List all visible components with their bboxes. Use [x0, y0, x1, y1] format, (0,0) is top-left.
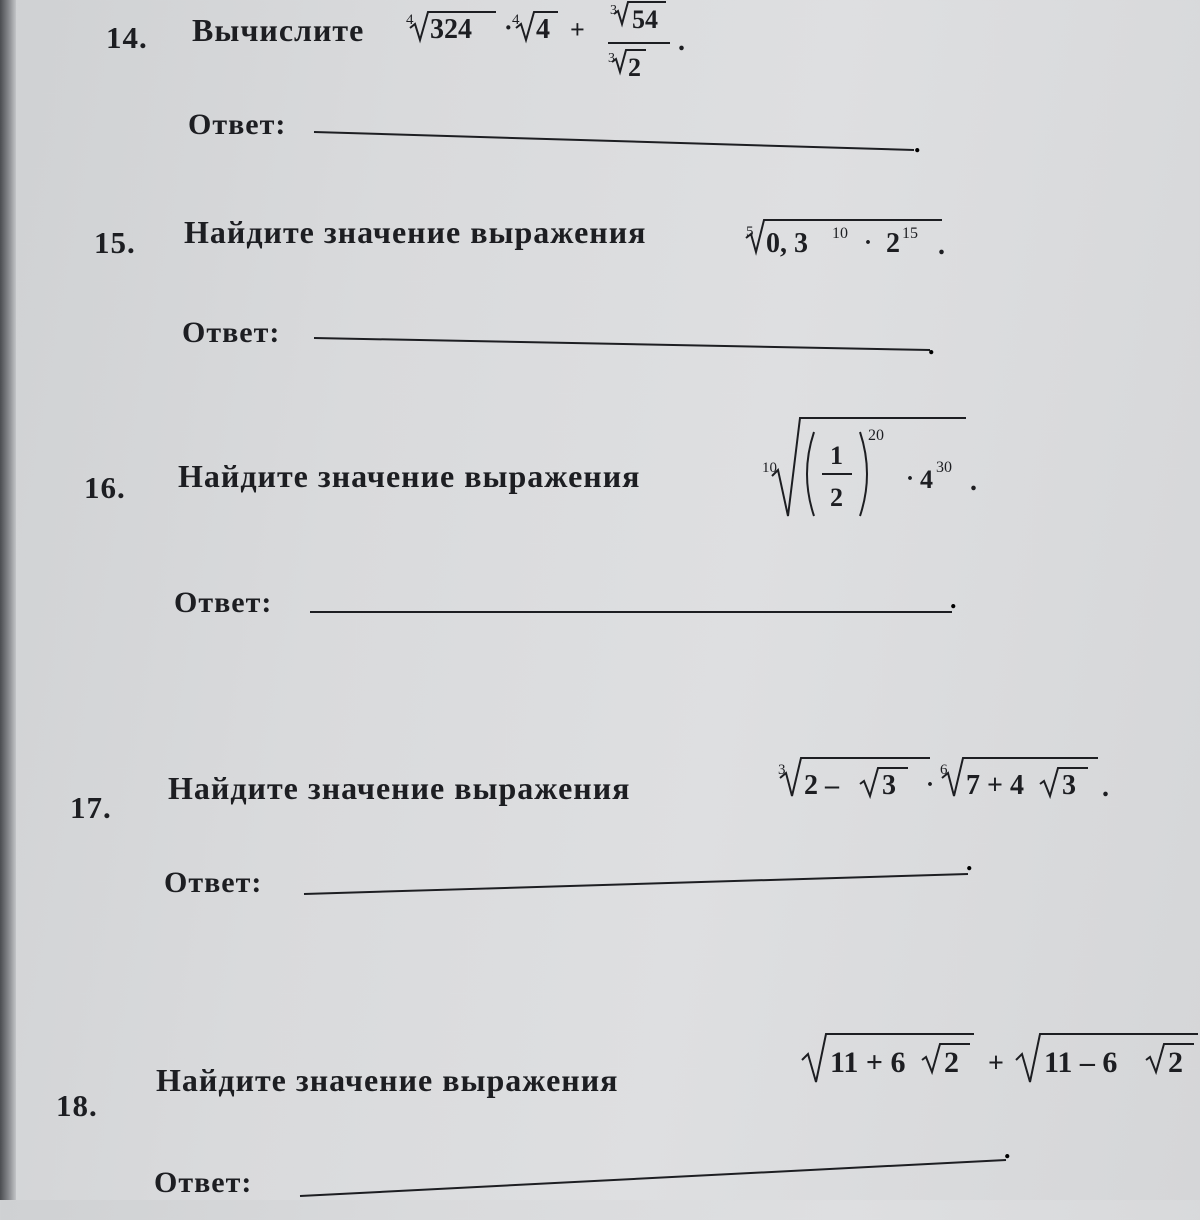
radicand: 4: [536, 14, 550, 45]
problem-number: 18.: [56, 1088, 98, 1123]
answer-label: Ответ:: [182, 316, 281, 349]
problem-prompt: Найдите значение выражения: [156, 1062, 619, 1098]
math-expression: [774, 752, 1134, 822]
answer-line[interactable]: [312, 118, 952, 158]
root-index: 4: [406, 12, 414, 28]
problem-prompt: Найдите значение выражения: [178, 458, 641, 494]
multiply-dot: ·: [504, 13, 513, 42]
line-end-dot: .: [1004, 1135, 1011, 1164]
problem-prompt: Вычислите: [192, 12, 365, 48]
plus-sign: +: [988, 1048, 1004, 1079]
problem-15: [16, 200, 1200, 420]
exponent: 15: [902, 225, 918, 242]
end-period: .: [970, 466, 977, 497]
plus-sign: +: [570, 15, 585, 44]
radicand-part: 11 – 6: [1044, 1046, 1118, 1079]
radicand: 3: [1062, 770, 1076, 801]
answer-label: Ответ:: [154, 1166, 253, 1199]
answer-line[interactable]: [308, 585, 968, 630]
base-value: 0, 3: [766, 228, 808, 259]
line-end-dot: .: [928, 331, 935, 360]
radicand-part: 2 –: [804, 770, 839, 801]
problem-18: [16, 1000, 1200, 1220]
radicand: 54: [632, 5, 658, 34]
radicand-part: 7 + 4: [966, 770, 1024, 801]
radicand: 324: [430, 14, 472, 45]
multiply-dot: ·: [864, 230, 873, 256]
problem-prompt: Найдите значение выражения: [184, 214, 647, 250]
problem-16: [16, 410, 1200, 630]
problem-number: 14.: [106, 20, 148, 55]
end-period: .: [678, 26, 685, 57]
radicand: 2: [1168, 1046, 1183, 1079]
answer-label: Ответ:: [164, 866, 263, 899]
answer-label: Ответ:: [174, 586, 273, 619]
root-index: 10: [762, 460, 777, 476]
problem-number: 17.: [70, 790, 112, 825]
radicand: 2: [628, 53, 641, 82]
radicand: 3: [882, 770, 896, 801]
exponent: 10: [832, 225, 848, 242]
line-end-dot: .: [950, 585, 957, 614]
end-period: .: [1102, 772, 1109, 803]
base-value: 4: [920, 465, 933, 494]
answer-line[interactable]: [298, 1135, 1038, 1200]
radicand: 2: [944, 1046, 959, 1079]
root-index: 3: [778, 762, 786, 778]
problem-17: [16, 740, 1200, 960]
root-index: 4: [512, 12, 520, 28]
book-spine-shadow: [0, 0, 16, 1200]
exponent: 20: [868, 427, 884, 444]
end-period: .: [938, 230, 945, 261]
math-expression: [400, 0, 720, 90]
root-index: 3: [610, 3, 617, 18]
multiply-dot: ·: [926, 772, 935, 798]
root-index: 5: [746, 224, 754, 240]
root-index: 6: [940, 762, 948, 778]
line-end-dot: .: [966, 847, 973, 876]
root-index: 3: [608, 51, 615, 66]
problem-14: [16, 0, 1200, 220]
fraction-numerator: 1: [830, 441, 843, 470]
multiply-dot: ·: [906, 466, 915, 492]
answer-line[interactable]: [312, 322, 952, 362]
base-value: 2: [886, 228, 900, 259]
answer-label: Ответ:: [188, 108, 287, 141]
math-expression: [740, 214, 970, 274]
math-expression: [756, 410, 986, 530]
math-expression: [798, 1010, 1198, 1090]
exponent: 30: [936, 459, 952, 476]
answer-line[interactable]: [302, 847, 1002, 904]
radicand-part: 11 + 6: [830, 1046, 906, 1079]
problem-prompt: Найдите значение выражения: [168, 770, 631, 806]
line-end-dot: .: [914, 129, 921, 158]
problem-number: 16.: [84, 470, 126, 505]
fraction-denominator: 2: [830, 483, 843, 512]
worksheet-page: [16, 0, 1200, 1200]
problem-number: 15.: [94, 225, 136, 260]
